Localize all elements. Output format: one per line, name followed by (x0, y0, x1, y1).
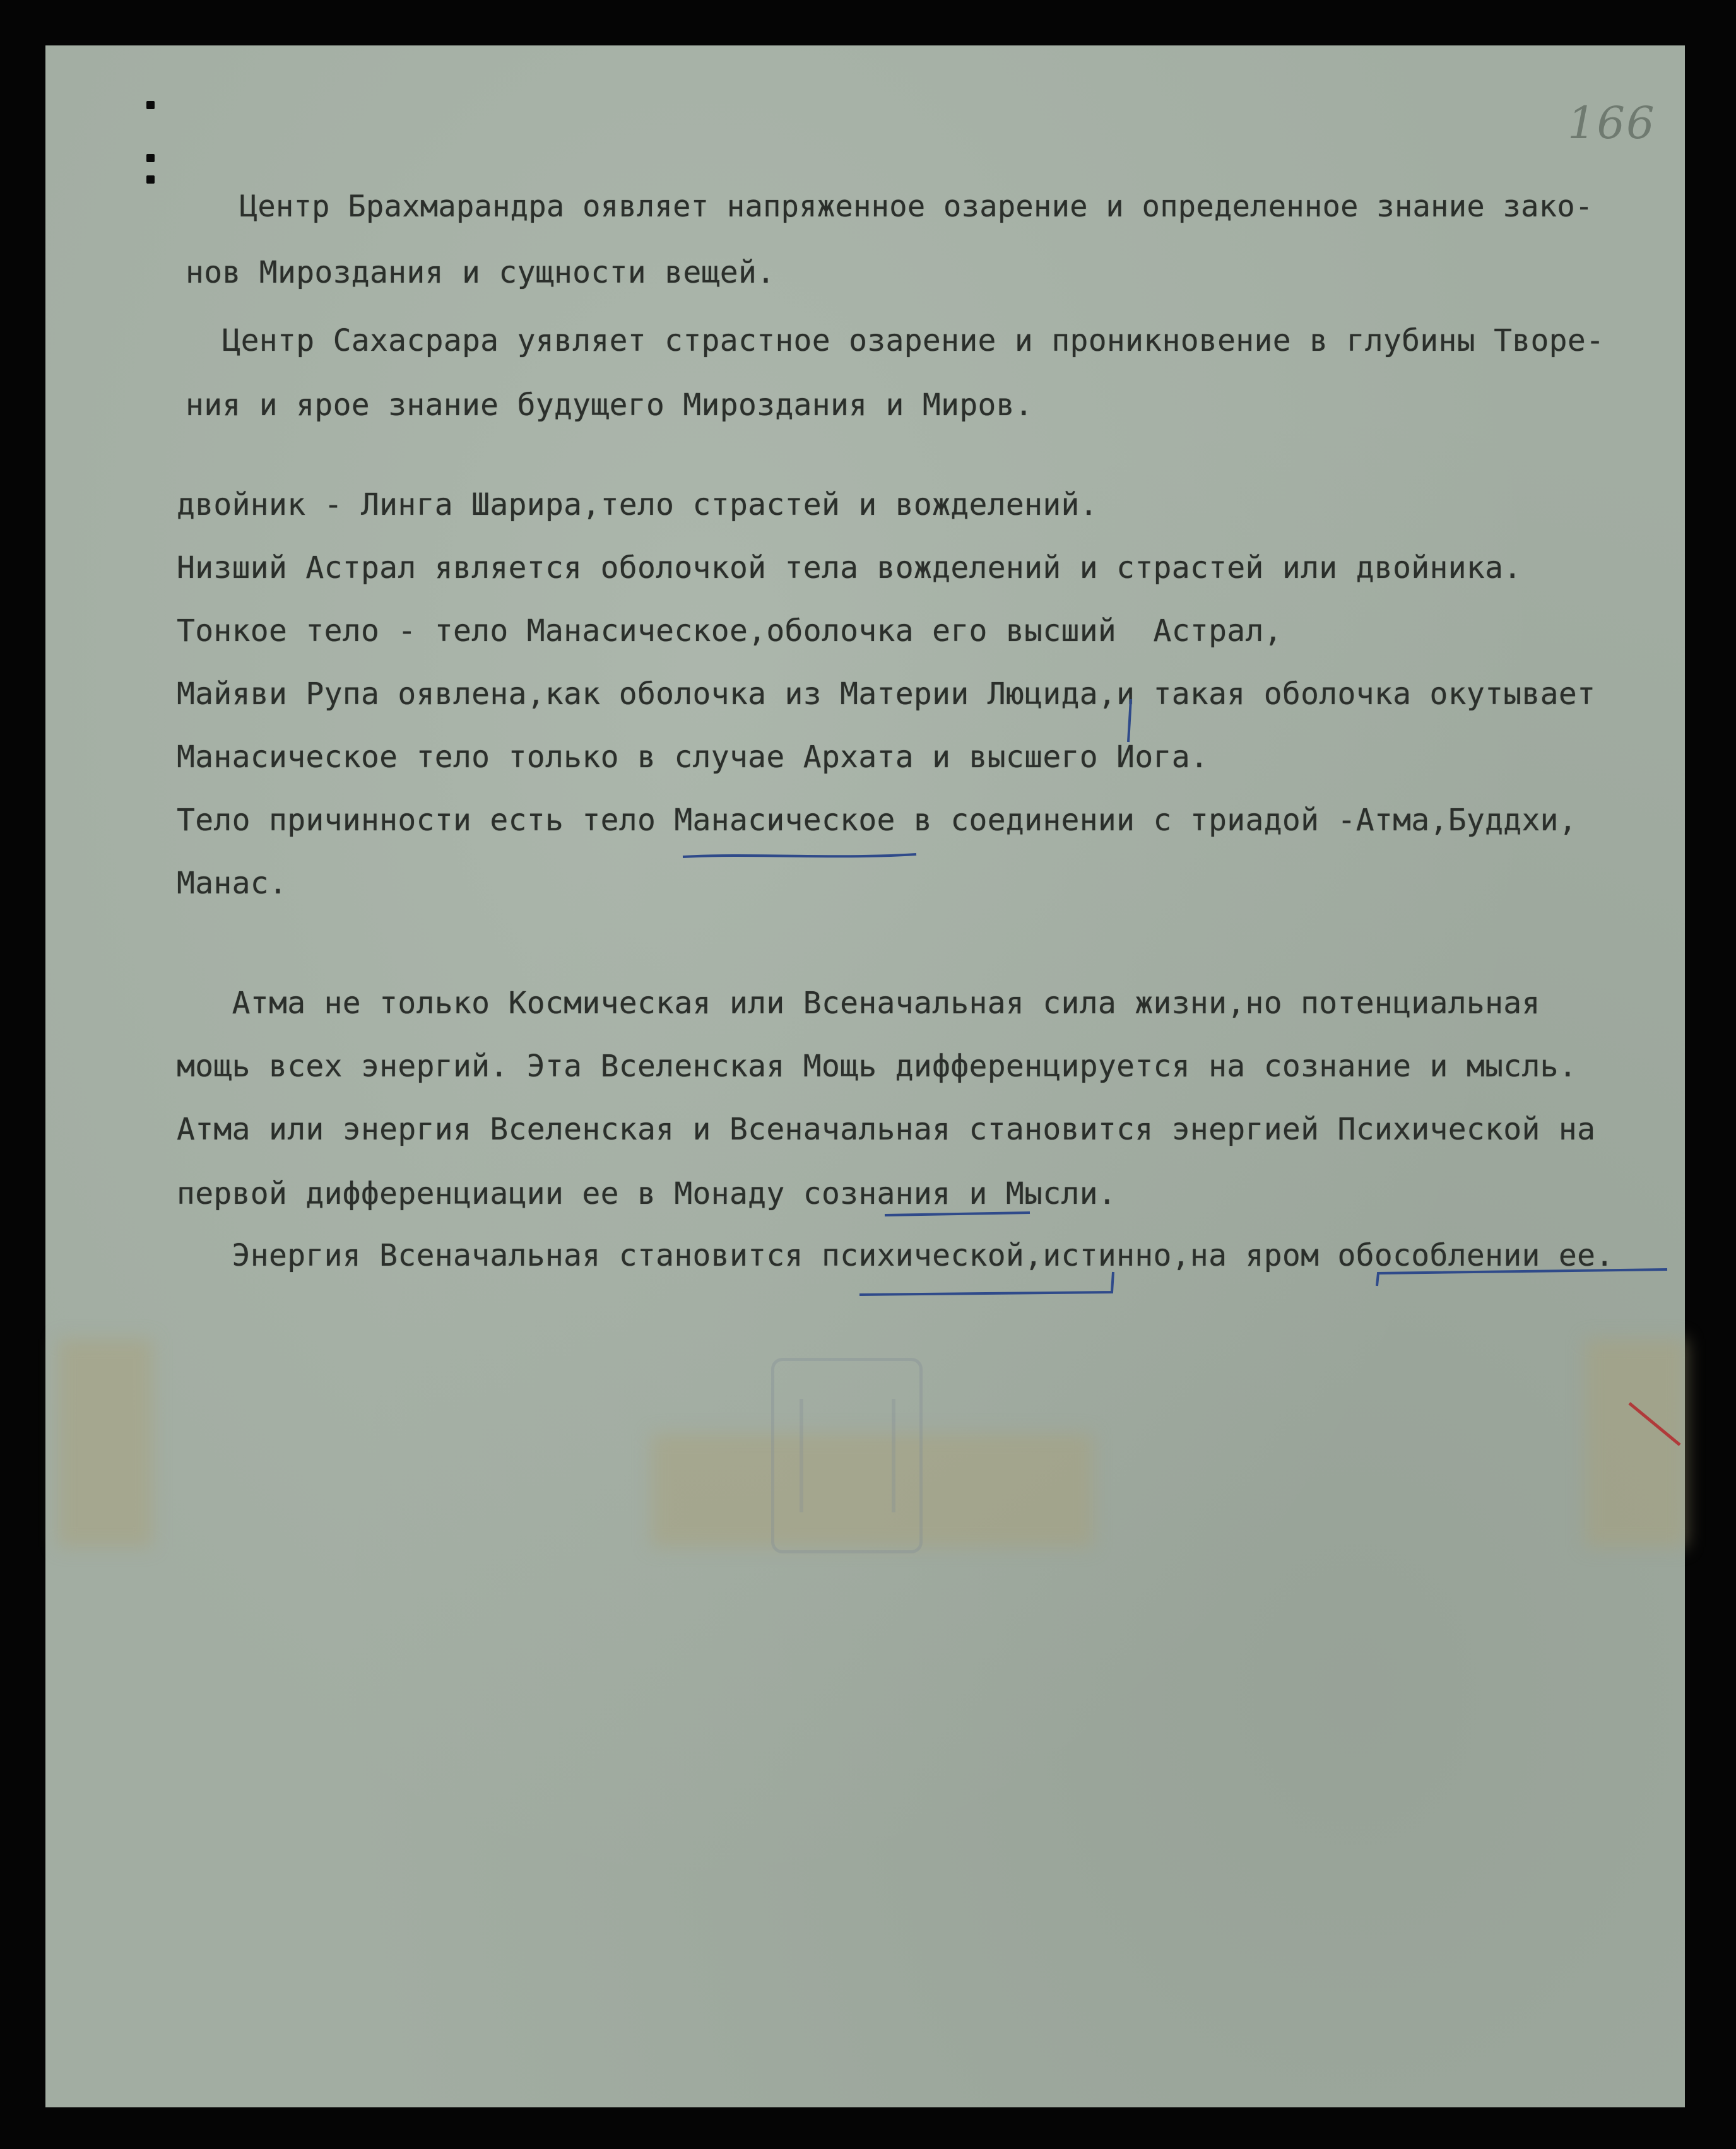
text-line: мощь всех энергий. Эта Вселенская Мощь дифференцируется на сознание и мысль. (177, 1049, 1578, 1084)
text-line: Энергия Всеначальная становится психической,истинно,на яром обособлении ее. (177, 1238, 1614, 1273)
text-line: нов Мироздания и сущности вещей. (186, 255, 776, 290)
text-line: Тело причинности есть тело Манасическое в соединении с триадой -Атма,Буддхи, (177, 803, 1578, 838)
text-line: Тонкое тело - тело Манасическое,оболочка его высший Астрал, (177, 613, 1282, 649)
text-line: Майяви Рупа оявлена,как оболочка из Материи Люцида,и такая оболочка окутывает (177, 676, 1596, 712)
pencil-annotations (45, 45, 1685, 2107)
text-line: Манасическое тело только в случае Архата и высшего Иога. (177, 739, 1209, 775)
red-margin-mark (1629, 1403, 1680, 1445)
page-number: 166 (1568, 97, 1656, 149)
blue-underline-psihicheskoy (859, 1272, 1113, 1295)
text-line: Низший Астрал является оболочкой тела вожделений и страстей или двойника. (177, 550, 1522, 586)
text-line: Центр Сахасрара уявляет страстное озарение и проникновение в глубины Творе- (186, 323, 1605, 358)
text-line: ния и ярое знание будущего Мироздания и Миров. (186, 387, 1034, 423)
blue-underline-obosoblenii (1377, 1269, 1667, 1286)
text-line: первой дифференциации ее в Монаду сознания и Мысли. (177, 1176, 1117, 1211)
blue-tick-mark (1128, 699, 1131, 742)
text-line: Атма или энергия Вселенская и Всеначальная становится энергией Психической на (177, 1112, 1596, 1147)
text-line: Манас. (177, 866, 288, 901)
text-line: Атма не только Космическая или Всеначальная сила жизни,но потенциальная (177, 986, 1540, 1021)
text-line: двойник - Линга Шарира,тело страстей и вожделений. (177, 487, 1098, 522)
blue-underline-monadu (885, 1213, 1030, 1215)
text-line: Центр Брахмарандра оявляет напряженное озарение и определенное знание зако- (186, 189, 1593, 224)
blue-underline-manasicheskoe (683, 854, 916, 857)
document-page (45, 45, 1685, 2107)
